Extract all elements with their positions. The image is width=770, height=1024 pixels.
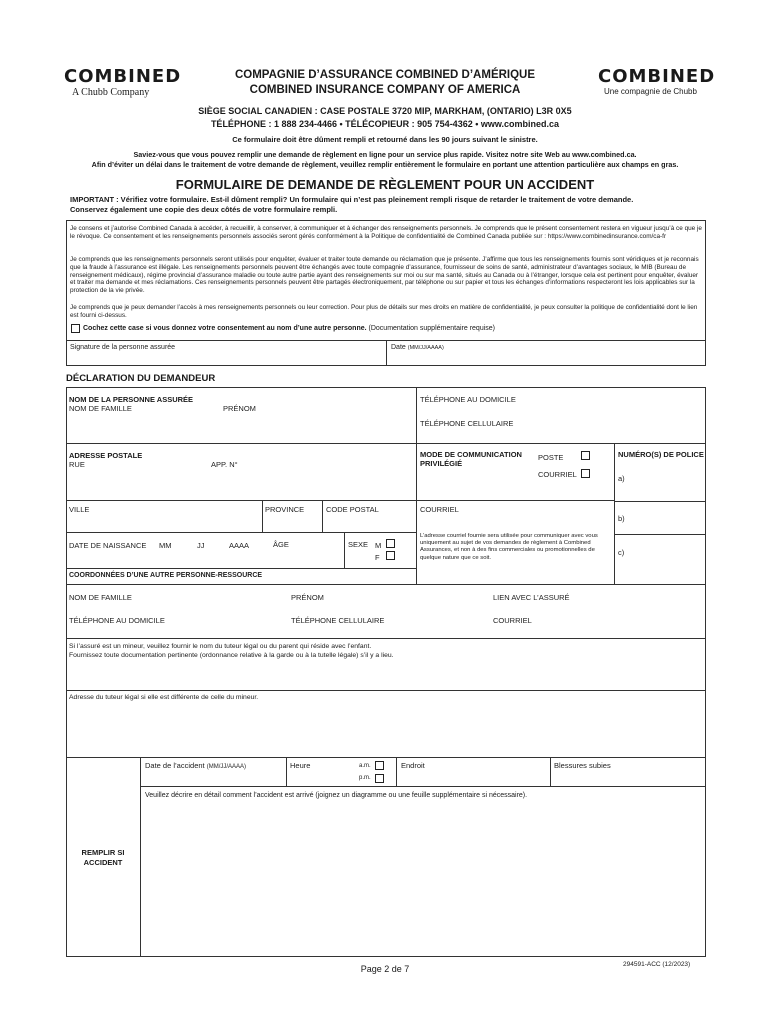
pm-checkbox[interactable] [375, 774, 384, 783]
postal-code-label: CODE POSTAL [326, 505, 379, 514]
complete-notice: Afin d’éviter un délai dans le traitement de votre demande de règlement, veuillez remplir entièrement le formulaire en portant une attention particulière aux champs en gras. [91, 160, 679, 169]
insured-last-name-label: NOM DE FAMILLE [69, 404, 132, 413]
logo-right-subtitle: Une compagnie de Chubb [604, 87, 697, 96]
policy-b-label: b) [618, 514, 625, 523]
email-usage-note: L’adresse courriel fournie sera utilisée pour communiquer avec vous uniquement au sujet de vos demandes de règlement à Combined Assurances, et non à des fins commerciales ou promotionnelles de quelque nature que ce soit. [420, 533, 598, 561]
minor-note-2: Fournissez toute documentation pertinente (ordonnance relative à la garde ou à la tutelle légale) s’il y a lieu. [69, 652, 394, 659]
online-notice: Saviez-vous que vous pouvez remplir une demande de règlement en ligne pour un service plus rapide. Visitez notre site Web au www.combined.ca. [133, 150, 637, 159]
consent-other-person-label [83, 325, 495, 332]
contact-last-name-label: NOM DE FAMILLE [69, 593, 132, 602]
birth-month-label: MM [159, 541, 172, 550]
street-label: RUE [69, 460, 85, 469]
consent-other-person-note: (Documentation supplémentaire requise) [368, 325, 495, 332]
company-name-en: COMBINED INSURANCE COMPANY OF AMERICA [249, 84, 521, 96]
policy-number-title: NUMÉRO(S) DE POLICE [618, 450, 704, 459]
apt-label: APP. N° [211, 460, 238, 469]
comm-email-checkbox[interactable] [581, 469, 590, 478]
other-contact-title: COORDONNÉES D’UNE AUTRE PERSONNE-RESSOURCE [69, 572, 263, 579]
phone-fax-web: TÉLÉPHONE : 1 888 234-4466 • TÉLÉCOPIEUR : 905 754-4362 • www.combined.ca [210, 119, 560, 129]
accident-place-label: Endroit [401, 761, 425, 770]
sex-label: SEXE [348, 540, 369, 549]
policy-c-label: c) [618, 548, 625, 557]
accident-date-label: Date de l’accident (MM/JJ/AAAA) [145, 761, 247, 770]
insured-cell-phone-label: TÉLÉPHONE CELLULAIRE [420, 419, 514, 428]
signature-label: Signature de la personne assurée [70, 344, 176, 351]
claimant-section-title: DÉCLARATION DU DEMANDEUR [66, 373, 216, 384]
signature-date-label: Date (MM/JJ/AAAA) [391, 344, 444, 351]
contact-cell-phone-label: TÉLÉPHONE CELLULAIRE [291, 616, 385, 625]
form-title: FORMULAIRE DE DEMANDE DE RÈGLEMENT POUR UN ACCIDENT [175, 177, 595, 192]
consent-other-person-checkbox[interactable] [71, 324, 80, 333]
comm-mail-checkbox[interactable] [581, 451, 590, 460]
sex-f-label: F [375, 553, 380, 562]
age-label: ÂGE [273, 540, 289, 549]
consent-paragraph-3: Je comprends que je peux demander l’accès à mes renseignements personnels ou leur correction. Pour plus de détails sur mes droits en matière de confidentialité, je peux consulter la politique de confidentialité dont le lien est fourni ci-dessus. [70, 304, 698, 319]
policy-a-label: a) [618, 474, 625, 483]
sex-m-label: M [375, 541, 382, 550]
injuries-label: Blessures subies [554, 761, 611, 770]
keep-copy-note: Conservez également une copie des deux côtés de votre formulaire rempli. [70, 205, 338, 214]
sex-f-checkbox[interactable] [386, 551, 395, 560]
head-office-address: SIÈGE SOCIAL CANADIEN : CASE POSTALE 3720 MIP, MARKHAM, (ONTARIO) L3R 0X5 [198, 106, 572, 116]
am-label: a.m. [359, 763, 371, 769]
minor-note-1: Si l’assuré est un mineur, veuillez fournir le nom du tuteur légal ou du parent qui réside avec l’enfant. [69, 643, 372, 650]
city-label: VILLE [69, 505, 90, 514]
comm-mode-title: MODE DE COMMUNICATION PRIVILÉGIÉ [420, 450, 522, 468]
contact-first-name-label: PRÉNOM [291, 593, 324, 602]
birth-date-label: DATE DE NAISSANCE [69, 541, 147, 550]
birth-year-label: AAAA [229, 541, 250, 550]
insured-home-phone-label: TÉLÉPHONE AU DOMICILE [420, 395, 516, 404]
contact-email-label: COURRIEL [493, 616, 532, 625]
important-note: IMPORTANT : Vérifiez votre formulaire. Est-il dûment rempli? Un formulaire qui n’est pas pleinement rempli risque de retarder le traitement de votre demande. [70, 195, 634, 204]
contact-relation-label: LIEN AVEC L’ASSURÉ [493, 593, 570, 602]
birth-day-label: JJ [197, 541, 205, 550]
am-checkbox[interactable] [375, 761, 384, 770]
sex-m-checkbox[interactable] [386, 539, 395, 548]
guardian-address-label: Adresse du tuteur légal si elle est différente de celle du mineur. [69, 694, 259, 701]
pm-label: p.m. [359, 775, 371, 781]
email-label: COURRIEL [420, 505, 459, 514]
consent-paragraph-2: Je comprends que les renseignements personnels seront utilisés pour enquêter, évaluer et traiter toute demande ou réclamation que je présente. J’affirme que tous les renseignements fournis sont véridiques et je reconnais que la fraude à l’assurance est illégale. Les renseignements personnels peuvent être échangés avec toute compagnie d’assurance, fournisseur de soins de santé, administrateur d’avantages sociaux, le MIB (Bureau de renseignement médicaux), régime provincial d’assurance maladie ou toute autre partie ayant des renseignements sur moi ou sur ma santé, situés au Canada ou à l’étranger, lorsque cela est pertinent pour enquêter, évaluer et traiter ma demande et mes réclamations. Ces renseignements personnels peuvent être partagés électroniquement, par téléphone ou sur papier et tous les échanges d’informations respecteront les lois applicables sur la protection de la vie privée. [70, 256, 699, 295]
contact-home-phone-label: TÉLÉPHONE AU DOMICILE [69, 616, 165, 625]
comm-email-label: COURRIEL [538, 470, 577, 479]
company-name-fr: COMPAGNIE D’ASSURANCE COMBINED D’AMÉRIQUE [234, 69, 536, 81]
deadline-notice: Ce formulaire doit être dûment rempli et retourné dans les 90 jours suivant le sinistre. [232, 135, 538, 144]
combined-logo-right: COMBINED [598, 66, 716, 87]
combined-logo-left: COMBINED [64, 66, 182, 87]
claimant-form-frame [66, 387, 706, 957]
form-code: 294591-ACC (12/2023) [623, 961, 691, 968]
consent-other-person-bold: Cochez cette case si vous donnez votre consentement au nom d’une autre personne. [83, 325, 367, 332]
consent-paragraph-1: Je consens et j’autorise Combined Canada à accéder, à recueillir, à conserver, à communiquer et à échanger des renseignements personnels. Je comprends que le présent consentement restera en vigueur jusqu’à ce que je le révoque. Ce consentement et les renseignements personnels associés seront gérés conformément à la Politique de confidentialité de Combined Canada publiée sur : https://www.combinedinsurance.com/ca-fr [70, 225, 702, 240]
accident-time-label: Heure [290, 761, 311, 770]
insured-first-name-label: PRÉNOM [223, 404, 256, 413]
fill-if-accident-label: REMPLIR SI ACCIDENT [81, 848, 125, 867]
comm-mail-label: POSTE [538, 453, 564, 462]
insured-name-title: NOM DE LA PERSONNE ASSURÉE [69, 395, 194, 404]
page-number: Page 2 de 7 [360, 964, 410, 974]
postal-address-title: ADRESSE POSTALE [69, 451, 143, 460]
logo-left-subtitle: A Chubb Company [72, 87, 150, 98]
province-label: PROVINCE [265, 505, 305, 514]
accident-description-label: Veuillez décrire en détail comment l’accident est arrivé (joignez un diagramme ou une feuille supplémentaire si nécessaire). [145, 792, 528, 799]
